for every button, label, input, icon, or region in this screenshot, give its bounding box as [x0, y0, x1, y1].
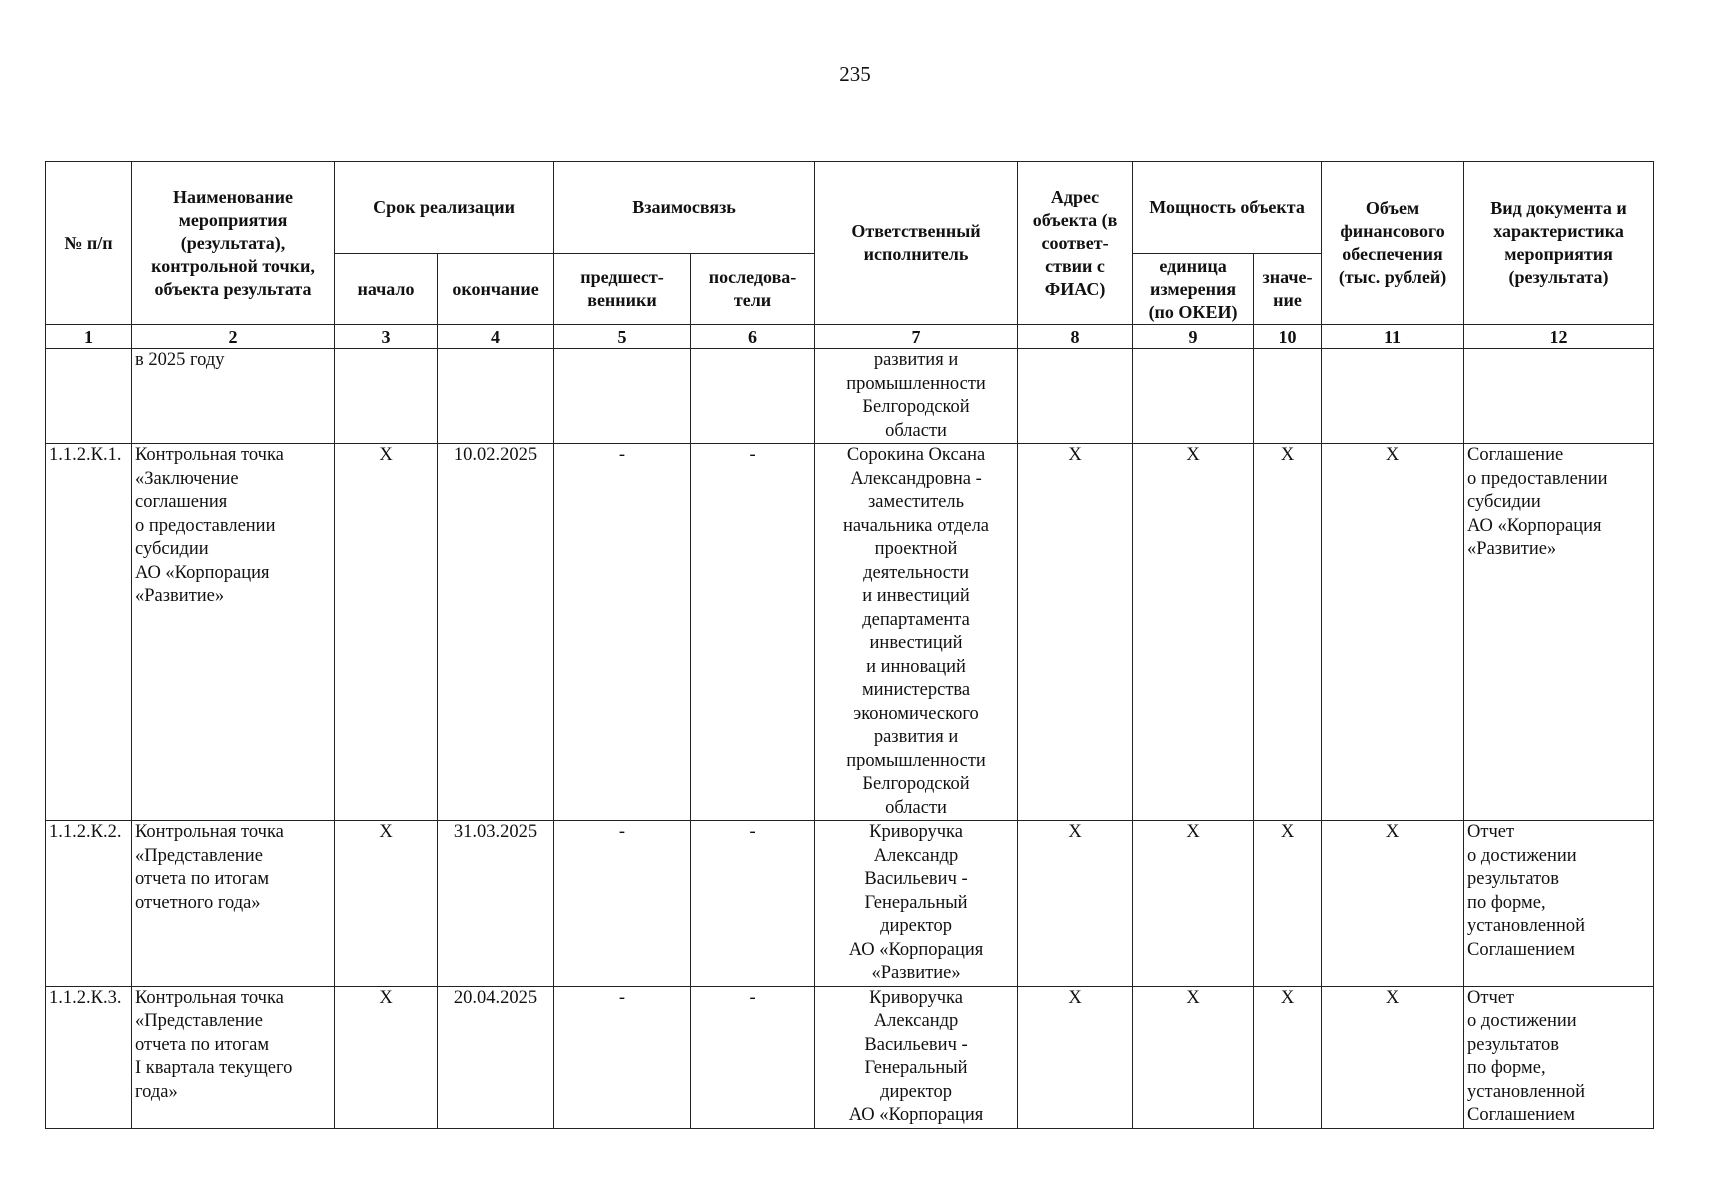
- column-number: 9: [1133, 325, 1254, 349]
- row-finance: X: [1322, 821, 1464, 987]
- header-predecessors: предшест- венники: [554, 254, 691, 325]
- row-num: 1.1.2.К.1.: [46, 444, 132, 821]
- row-responsible: Сорокина Оксана Александровна - заместитель начальника отдела проектной деятельности и инвестиций департамента инвестиций и инноваций министерства экономического развития и промышленности Белгородской области: [815, 444, 1018, 821]
- row-end: 31.03.2025: [438, 821, 554, 987]
- row-name: Контрольная точка «Заключение соглашения о предоставлении субсидии АО «Корпорация «Развитие»: [132, 444, 335, 821]
- row-name: Контрольная точка «Представление отчета по итогам отчетного года»: [132, 821, 335, 987]
- header-unit: единица измерения (по ОКЕИ): [1133, 254, 1254, 325]
- header-responsible: Ответственный исполнитель: [815, 162, 1018, 325]
- row-successors: -: [691, 986, 815, 1128]
- row-address: X: [1018, 444, 1133, 821]
- row-num: 1.1.2.К.3.: [46, 986, 132, 1128]
- row-document: Отчет о достижении результатов по форме, установленной Соглашением: [1464, 986, 1654, 1128]
- header-finance: Объем финансового обеспечения (тыс. рублей): [1322, 162, 1464, 325]
- row-predecessors: -: [554, 444, 691, 821]
- column-number: 12: [1464, 325, 1654, 349]
- row-value: X: [1254, 986, 1322, 1128]
- header-address: Адрес объекта (в соответ-ствии с ФИАС): [1018, 162, 1133, 325]
- row-start: X: [335, 986, 438, 1128]
- row-successors: -: [691, 444, 815, 821]
- row-successors: -: [691, 821, 815, 987]
- row-address: [1018, 349, 1133, 444]
- header-num: № п/п: [46, 162, 132, 325]
- header-document: Вид документа и характеристика мероприятия (результата): [1464, 162, 1654, 325]
- row-value: X: [1254, 444, 1322, 821]
- row-unit: X: [1133, 444, 1254, 821]
- row-unit: X: [1133, 821, 1254, 987]
- row-end: [438, 349, 554, 444]
- header-link: Взаимосвязь: [554, 162, 815, 254]
- column-number: 7: [815, 325, 1018, 349]
- row-num: 1.1.2.К.2.: [46, 821, 132, 987]
- header-capacity: Мощность объекта: [1133, 162, 1322, 254]
- row-document: Отчет о достижении результатов по форме, установленной Соглашением: [1464, 821, 1654, 987]
- row-finance: [1322, 349, 1464, 444]
- row-finance: X: [1322, 444, 1464, 821]
- column-number: 1: [46, 325, 132, 349]
- row-name: в 2025 году: [132, 349, 335, 444]
- column-number: 3: [335, 325, 438, 349]
- row-end: 10.02.2025: [438, 444, 554, 821]
- column-number: 8: [1018, 325, 1133, 349]
- header-successors: последова- тели: [691, 254, 815, 325]
- header-start: начало: [335, 254, 438, 325]
- table-row: [46, 444, 1654, 821]
- row-num: [46, 349, 132, 444]
- row-value: [1254, 349, 1322, 444]
- column-number: 10: [1254, 325, 1322, 349]
- header-row-1: [46, 162, 1654, 254]
- row-address: X: [1018, 986, 1133, 1128]
- header-end: окончание: [438, 254, 554, 325]
- row-end: 20.04.2025: [438, 986, 554, 1128]
- row-responsible: развития и промышленности Белгородской области: [815, 349, 1018, 444]
- column-numbers-row: [46, 325, 1654, 349]
- row-document: [1464, 349, 1654, 444]
- row-start: X: [335, 444, 438, 821]
- row-unit: [1133, 349, 1254, 444]
- header-period: Срок реализации: [335, 162, 554, 254]
- header-value: значе- ние: [1254, 254, 1322, 325]
- row-responsible: Криворучка Александр Васильевич - Генеральный директор АО «Корпорация: [815, 986, 1018, 1128]
- row-unit: X: [1133, 986, 1254, 1128]
- row-document: Соглашение о предоставлении субсидии АО «Корпорация «Развитие»: [1464, 444, 1654, 821]
- plan-table: [45, 161, 1654, 1129]
- row-predecessors: [554, 349, 691, 444]
- row-value: X: [1254, 821, 1322, 987]
- row-finance: X: [1322, 986, 1464, 1128]
- row-predecessors: -: [554, 821, 691, 987]
- page-number: 235: [839, 62, 871, 86]
- row-responsible: Криворучка Александр Васильевич - Генеральный директор АО «Корпорация «Развитие»: [815, 821, 1018, 987]
- row-predecessors: -: [554, 986, 691, 1128]
- table-row: [46, 349, 1654, 444]
- column-number: 6: [691, 325, 815, 349]
- row-address: X: [1018, 821, 1133, 987]
- column-number: 4: [438, 325, 554, 349]
- column-number: 5: [554, 325, 691, 349]
- table-row: [46, 821, 1654, 987]
- column-number: 11: [1322, 325, 1464, 349]
- row-successors: [691, 349, 815, 444]
- table-row: [46, 986, 1654, 1128]
- row-start: [335, 349, 438, 444]
- header-name: Наименование мероприятия (результата), контрольной точки, объекта результата: [132, 162, 335, 325]
- column-number: 2: [132, 325, 335, 349]
- row-name: Контрольная точка «Представление отчета по итогам I квартала текущего года»: [132, 986, 335, 1128]
- row-start: X: [335, 821, 438, 987]
